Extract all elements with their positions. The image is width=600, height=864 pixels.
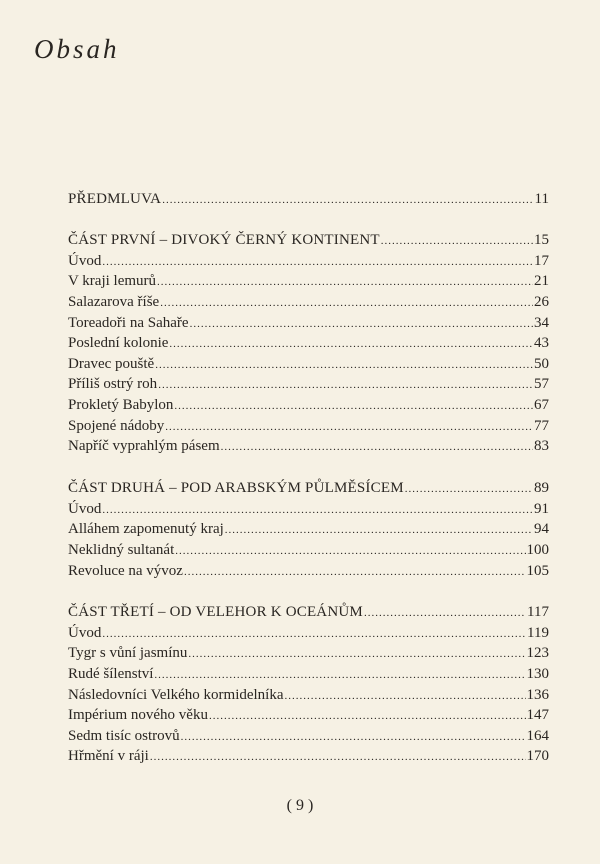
- toc-entry-page: 50: [534, 355, 549, 372]
- toc-entry: [68, 499, 549, 520]
- toc-entry-page: 26: [534, 293, 549, 310]
- dot-leader: [174, 396, 533, 417]
- toc-heading-entry: [68, 230, 549, 251]
- toc-entry-page: 34: [534, 314, 549, 331]
- toc-entry-page: 67: [534, 397, 549, 414]
- dot-leader: [225, 520, 533, 541]
- toc-heading-entry: [68, 602, 549, 623]
- toc-entry-page: 123: [526, 645, 549, 662]
- toc-entry-title: V kraji lemurů: [68, 273, 157, 290]
- toc-entry-page: 11: [534, 191, 549, 207]
- toc-entry: [68, 705, 549, 726]
- toc-entry-page: 21: [534, 273, 549, 290]
- toc-entry: [68, 664, 549, 685]
- dot-leader: [102, 624, 526, 645]
- toc-entry-title: Hřmění v ráji: [68, 748, 149, 765]
- toc-entry: [68, 395, 549, 416]
- toc-entry-page: 170: [526, 748, 549, 765]
- dot-leader: [381, 231, 533, 252]
- page-title: Obsah: [34, 34, 120, 64]
- dot-leader: [160, 293, 533, 314]
- toc-entry-title: Dravec pouště: [68, 355, 155, 372]
- toc-entry-page: 147: [526, 707, 549, 724]
- toc-entry: [68, 251, 549, 272]
- toc-entry-title: ČÁST DRUHÁ – POD ARABSKÝM PŮLMĚSÍCEM: [68, 480, 404, 496]
- dot-leader: [158, 375, 533, 396]
- toc-entry-title: ČÁST PRVNÍ – DIVOKÝ ČERNÝ KONTINENT: [68, 232, 380, 248]
- toc-entry-title: Toreadoři na Sahaře: [68, 314, 189, 331]
- toc-entry-title: Revoluce na vývoz: [68, 562, 183, 579]
- toc-entry-title: ČÁST TŘETÍ – OD VELEHOR K OCEÁNŮM: [68, 604, 363, 620]
- dot-leader: [150, 747, 526, 768]
- toc-entry-page: 17: [534, 252, 549, 269]
- toc-entry: [68, 519, 549, 540]
- toc-section-part-2: [68, 478, 549, 581]
- toc-entry-title: Sedm tisíc ostrovů: [68, 727, 180, 744]
- toc-entry-title: Impérium nového věku: [68, 707, 208, 724]
- toc-entry-page: 43: [534, 335, 549, 352]
- dot-leader: [221, 437, 533, 458]
- toc-entry-title: Úvod: [68, 252, 102, 269]
- toc-entry-page: 164: [526, 727, 549, 744]
- toc-entry: [68, 643, 549, 664]
- dot-leader: [190, 314, 533, 335]
- dot-leader: [184, 562, 526, 583]
- toc-entry-page: 15: [534, 232, 549, 248]
- toc-entry-title: Spojené nádoby: [68, 417, 165, 434]
- toc-entry: [68, 333, 549, 354]
- toc-entry-title: Napříč vyprahlým pásem: [68, 438, 220, 455]
- dot-leader: [155, 355, 533, 376]
- page-number: ( 9 ): [286, 797, 314, 814]
- toc-entry: [68, 374, 549, 395]
- dot-leader: [364, 603, 526, 624]
- toc-entry-title: Tygr s vůní jasmínu: [68, 645, 188, 662]
- toc-entry-title: Úvod: [68, 624, 102, 641]
- dot-leader: [165, 417, 533, 438]
- toc-entry-title: Prokletý Babylon: [68, 397, 174, 414]
- toc-entry: [68, 623, 549, 644]
- toc-entry: [68, 561, 549, 582]
- toc-entry: [68, 313, 549, 334]
- dot-leader: [154, 665, 525, 686]
- toc-entry-title: Poslední kolonie: [68, 335, 169, 352]
- toc-entry-page: 94: [534, 521, 549, 538]
- toc-entry-page: 89: [534, 480, 549, 496]
- toc-entry-title: Příliš ostrý roh: [68, 376, 158, 393]
- dot-leader: [209, 706, 526, 727]
- toc-entry: [68, 271, 549, 292]
- toc-entry-title: Alláhem zapomenutý kraj: [68, 521, 224, 538]
- dot-leader: [169, 334, 533, 355]
- toc-entry-page: 136: [526, 686, 549, 703]
- toc-entry-page: 91: [534, 500, 549, 517]
- toc-entry-title: Úvod: [68, 500, 102, 517]
- toc-entry-page: 105: [526, 562, 549, 579]
- toc-entry-title: Neklidný sultanát: [68, 541, 175, 558]
- toc-entry: [68, 354, 549, 375]
- dot-leader: [181, 727, 526, 748]
- toc-entry: [68, 726, 549, 747]
- dot-leader: [188, 644, 525, 665]
- toc-entry-page: 57: [534, 376, 549, 393]
- toc-entry-page: 83: [534, 438, 549, 455]
- toc-entry: [68, 292, 549, 313]
- dot-leader: [175, 541, 525, 562]
- toc-entry-page: 77: [534, 417, 549, 434]
- dot-leader: [157, 272, 533, 293]
- toc-heading-entry: [68, 478, 549, 499]
- toc-entry-title: PŘEDMLUVA: [68, 191, 162, 207]
- toc-entry: [68, 416, 549, 437]
- toc-entry: [68, 685, 549, 706]
- toc-entry: [68, 540, 549, 561]
- toc-entry: [68, 746, 549, 767]
- dot-leader: [102, 500, 533, 521]
- toc-entry: [68, 436, 549, 457]
- dot-leader: [162, 190, 533, 211]
- toc-entry-page: 100: [526, 541, 549, 558]
- dot-leader: [102, 252, 533, 273]
- toc-entry-page: 130: [526, 665, 549, 682]
- toc-entry-title: Následovníci Velkého kormidelníka: [68, 686, 284, 703]
- dot-leader: [285, 686, 526, 707]
- toc-section-part-3: [68, 602, 549, 767]
- toc-entry-page: 117: [527, 604, 549, 620]
- toc-section-part-1: [68, 230, 549, 457]
- toc-entry-page: 119: [527, 624, 549, 641]
- toc-section-preface: [68, 189, 549, 210]
- dot-leader: [405, 479, 533, 500]
- toc-entry-title: Salazarova říše: [68, 293, 160, 310]
- toc-heading-entry: [68, 189, 549, 210]
- toc-entry-title: Rudé šílenství: [68, 665, 154, 682]
